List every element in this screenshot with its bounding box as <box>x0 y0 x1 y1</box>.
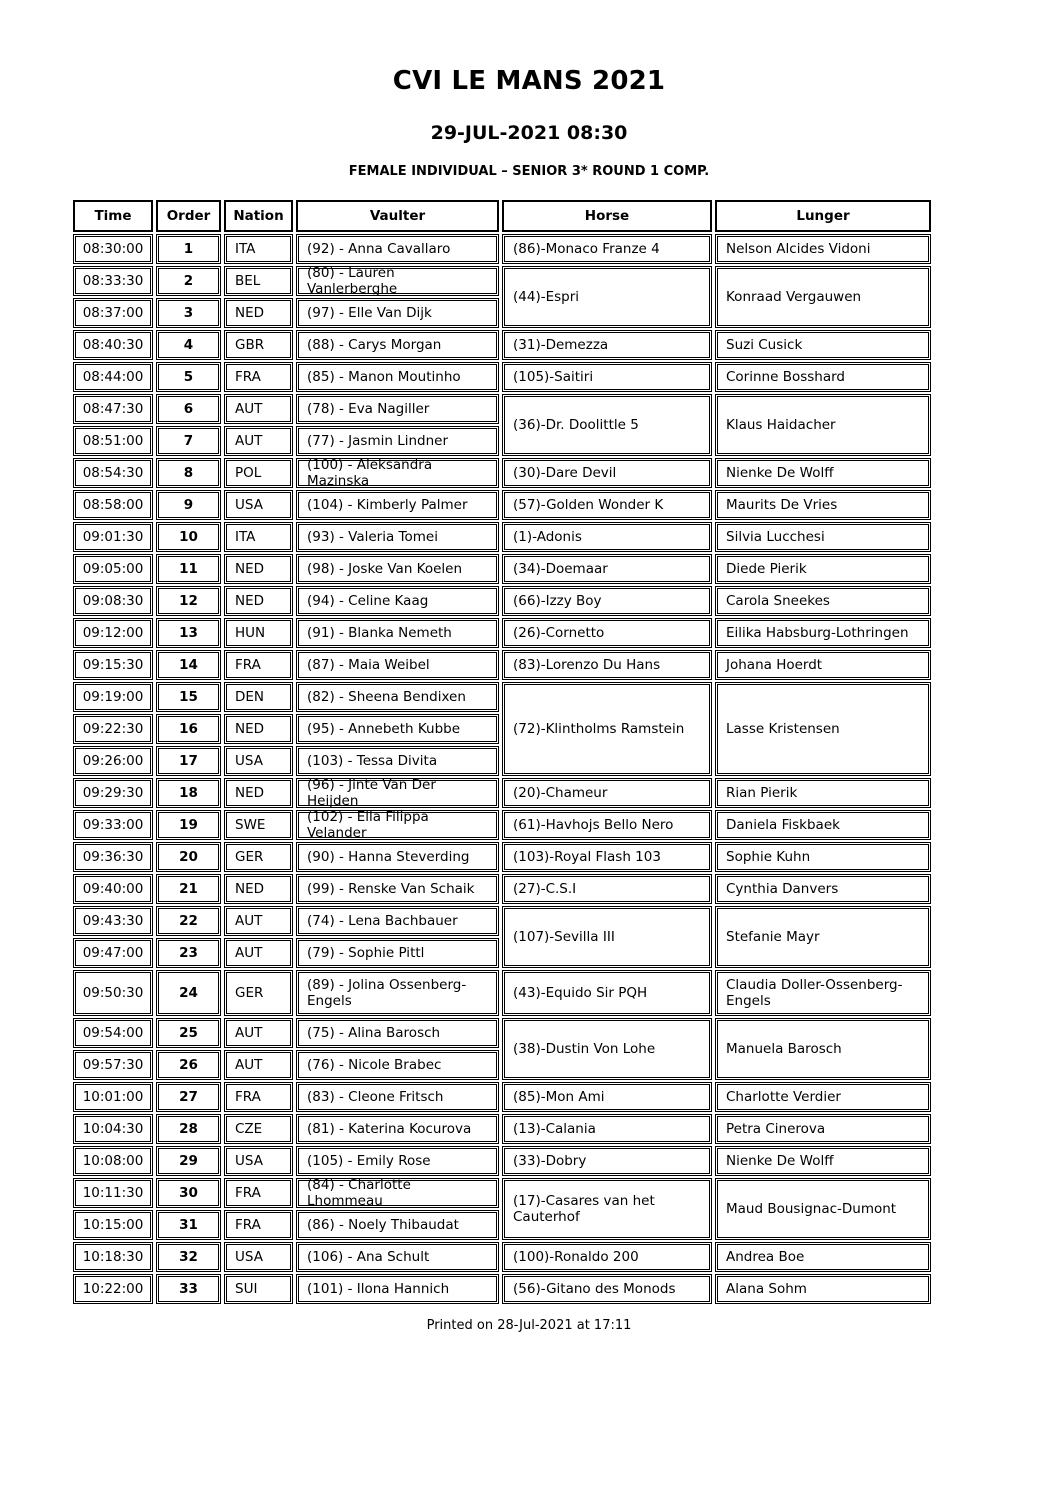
vaulter-cell: (106) - Ana Schult <box>296 1242 499 1272</box>
time-cell: 10:15:00 <box>73 1210 153 1240</box>
lunger-cell: Sophie Kuhn <box>715 842 931 872</box>
order-cell: 19 <box>156 810 221 840</box>
lunger-cell: Maurits De Vries <box>715 490 931 520</box>
order-cell: 29 <box>156 1146 221 1176</box>
order-cell: 4 <box>156 330 221 360</box>
horse-cell: (20)-Chameur <box>502 778 712 808</box>
horse-cell: (85)-Mon Ami <box>502 1082 712 1112</box>
vaulter-cell: (86) - Noely Thibaudat <box>296 1210 499 1240</box>
time-cell: 08:44:00 <box>73 362 153 392</box>
order-cell: 20 <box>156 842 221 872</box>
time-cell: 09:54:00 <box>73 1018 153 1048</box>
header-lunger: Lunger <box>715 200 931 232</box>
nation-cell: NED <box>224 874 293 904</box>
order-cell: 32 <box>156 1242 221 1272</box>
horse-cell: (83)-Lorenzo Du Hans <box>502 650 712 680</box>
vaulter-cell: (100) - Aleksandra Mazinska <box>296 458 499 488</box>
horse-cell: (34)-Doemaar <box>502 554 712 584</box>
time-cell: 08:40:30 <box>73 330 153 360</box>
horse-cell: (61)-Havhojs Bello Nero <box>502 810 712 840</box>
lunger-cell: Suzi Cusick <box>715 330 931 360</box>
vaulter-cell: (103) - Tessa Divita <box>296 746 499 776</box>
nation-cell: DEN <box>224 682 293 712</box>
nation-cell: GER <box>224 970 293 1016</box>
lunger-cell: Daniela Fiskbaek <box>715 810 931 840</box>
nation-cell: HUN <box>224 618 293 648</box>
order-cell: 9 <box>156 490 221 520</box>
order-cell: 15 <box>156 682 221 712</box>
nation-cell: FRA <box>224 650 293 680</box>
nation-cell: GBR <box>224 330 293 360</box>
nation-cell: AUT <box>224 938 293 968</box>
lunger-cell: Stefanie Mayr <box>715 906 931 968</box>
lunger-cell: Klaus Haidacher <box>715 394 931 456</box>
horse-cell: (57)-Golden Wonder K <box>502 490 712 520</box>
time-cell: 09:19:00 <box>73 682 153 712</box>
time-cell: 08:51:00 <box>73 426 153 456</box>
vaulter-cell: (77) - Jasmin Lindner <box>296 426 499 456</box>
vaulter-cell: (94) - Celine Kaag <box>296 586 499 616</box>
vaulter-cell: (98) - Joske Van Koelen <box>296 554 499 584</box>
order-cell: 8 <box>156 458 221 488</box>
horse-cell: (56)-Gitano des Monods <box>502 1274 712 1304</box>
lunger-cell: Johana Hoerdt <box>715 650 931 680</box>
vaulter-cell: (75) - Alina Barosch <box>296 1018 499 1048</box>
nation-cell: NED <box>224 554 293 584</box>
time-cell: 08:37:00 <box>73 298 153 328</box>
time-cell: 09:47:00 <box>73 938 153 968</box>
lunger-cell: Carola Sneekes <box>715 586 931 616</box>
time-cell: 10:22:00 <box>73 1274 153 1304</box>
lunger-cell: Nienke De Wolff <box>715 458 931 488</box>
time-cell: 09:26:00 <box>73 746 153 776</box>
nation-cell: AUT <box>224 426 293 456</box>
horse-cell: (1)-Adonis <box>502 522 712 552</box>
order-cell: 16 <box>156 714 221 744</box>
nation-cell: AUT <box>224 394 293 424</box>
horse-cell: (31)-Demezza <box>502 330 712 360</box>
horse-cell: (100)-Ronaldo 200 <box>502 1242 712 1272</box>
nation-cell: NED <box>224 714 293 744</box>
order-cell: 24 <box>156 970 221 1016</box>
order-cell: 27 <box>156 1082 221 1112</box>
vaulter-cell: (105) - Emily Rose <box>296 1146 499 1176</box>
lunger-cell: Lasse Kristensen <box>715 682 931 776</box>
order-cell: 31 <box>156 1210 221 1240</box>
horse-cell: (72)-Klintholms Ramstein <box>502 682 712 776</box>
vaulter-cell: (82) - Sheena Bendixen <box>296 682 499 712</box>
lunger-cell: Manuela Barosch <box>715 1018 931 1080</box>
lunger-cell: Silvia Lucchesi <box>715 522 931 552</box>
order-cell: 6 <box>156 394 221 424</box>
nation-cell: POL <box>224 458 293 488</box>
order-cell: 2 <box>156 266 221 296</box>
vaulter-cell: (92) - Anna Cavallaro <box>296 234 499 264</box>
vaulter-cell: (99) - Renske Van Schaik <box>296 874 499 904</box>
time-cell: 08:54:30 <box>73 458 153 488</box>
lunger-cell: Eilika Habsburg-Lothringen <box>715 618 931 648</box>
horse-cell: (27)-C.S.I <box>502 874 712 904</box>
header-vaulter: Vaulter <box>296 200 499 232</box>
nation-cell: CZE <box>224 1114 293 1144</box>
vaulter-cell: (88) - Carys Morgan <box>296 330 499 360</box>
order-cell: 11 <box>156 554 221 584</box>
vaulter-cell: (89) - Jolina Ossenberg-Engels <box>296 970 499 1016</box>
horse-cell: (43)-Equido Sir PQH <box>502 970 712 1016</box>
order-cell: 18 <box>156 778 221 808</box>
lunger-cell: Maud Bousignac-Dumont <box>715 1178 931 1240</box>
order-cell: 30 <box>156 1178 221 1208</box>
vaulter-cell: (84) - Charlotte Lhommeau <box>296 1178 499 1208</box>
vaulter-cell: (96) - Jinte Van Der Heijden <box>296 778 499 808</box>
time-cell: 09:36:30 <box>73 842 153 872</box>
horse-cell: (105)-Saitiri <box>502 362 712 392</box>
header-order: Order <box>156 200 221 232</box>
time-cell: 10:08:00 <box>73 1146 153 1176</box>
vaulter-cell: (83) - Cleone Fritsch <box>296 1082 499 1112</box>
nation-cell: AUT <box>224 906 293 936</box>
lunger-cell: Nienke De Wolff <box>715 1146 931 1176</box>
lunger-cell: Petra Cinerova <box>715 1114 931 1144</box>
vaulter-cell: (76) - Nicole Brabec <box>296 1050 499 1080</box>
printed-footer: Printed on 28-Jul-2021 at 17:11 <box>426 1318 632 1333</box>
vaulter-cell: (93) - Valeria Tomei <box>296 522 499 552</box>
lunger-cell: Konraad Vergauwen <box>715 266 931 328</box>
nation-cell: AUT <box>224 1018 293 1048</box>
lunger-cell: Charlotte Verdier <box>715 1082 931 1112</box>
vaulter-cell: (104) - Kimberly Palmer <box>296 490 499 520</box>
nation-cell: GER <box>224 842 293 872</box>
vaulter-cell: (87) - Maia Weibel <box>296 650 499 680</box>
nation-cell: ITA <box>224 234 293 264</box>
lunger-cell: Corinne Bosshard <box>715 362 931 392</box>
competition-subtitle: FEMALE INDIVIDUAL – SENIOR 3* ROUND 1 COMP. <box>348 164 710 179</box>
header-time: Time <box>73 200 153 232</box>
vaulter-cell: (79) - Sophie Pittl <box>296 938 499 968</box>
vaulter-cell: (78) - Eva Nagiller <box>296 394 499 424</box>
nation-cell: NED <box>224 778 293 808</box>
time-cell: 10:18:30 <box>73 1242 153 1272</box>
vaulter-cell: (102) - Ella Filippa Velander <box>296 810 499 840</box>
horse-cell: (44)-Espri <box>502 266 712 328</box>
nation-cell: USA <box>224 746 293 776</box>
horse-cell: (26)-Cornetto <box>502 618 712 648</box>
nation-cell: USA <box>224 1242 293 1272</box>
horse-cell: (17)-Casares van het Cauterhof <box>502 1178 712 1240</box>
horse-cell: (66)-Izzy Boy <box>502 586 712 616</box>
horse-cell: (86)-Monaco Franze 4 <box>502 234 712 264</box>
nation-cell: USA <box>224 490 293 520</box>
header-horse: Horse <box>502 200 712 232</box>
order-cell: 7 <box>156 426 221 456</box>
nation-cell: ITA <box>224 522 293 552</box>
time-cell: 09:08:30 <box>73 586 153 616</box>
nation-cell: SWE <box>224 810 293 840</box>
time-cell: 08:33:30 <box>73 266 153 296</box>
event-date-time: 29-JUL-2021 08:30 <box>430 122 628 144</box>
time-cell: 09:15:30 <box>73 650 153 680</box>
time-cell: 09:12:00 <box>73 618 153 648</box>
lunger-cell: Andrea Boe <box>715 1242 931 1272</box>
lunger-cell: Nelson Alcides Vidoni <box>715 234 931 264</box>
nation-cell: FRA <box>224 1082 293 1112</box>
order-cell: 26 <box>156 1050 221 1080</box>
nation-cell: AUT <box>224 1050 293 1080</box>
time-cell: 08:47:30 <box>73 394 153 424</box>
time-cell: 09:43:30 <box>73 906 153 936</box>
vaulter-cell: (80) - Lauren Vanlerberghe <box>296 266 499 296</box>
vaulter-cell: (91) - Blanka Nemeth <box>296 618 499 648</box>
time-cell: 09:40:00 <box>73 874 153 904</box>
time-cell: 09:01:30 <box>73 522 153 552</box>
horse-cell: (38)-Dustin Von Lohe <box>502 1018 712 1080</box>
order-cell: 13 <box>156 618 221 648</box>
order-cell: 33 <box>156 1274 221 1304</box>
lunger-cell: Diede Pierik <box>715 554 931 584</box>
vaulter-cell: (97) - Elle Van Dijk <box>296 298 499 328</box>
page-title: CVI LE MANS 2021 <box>392 66 666 96</box>
order-cell: 1 <box>156 234 221 264</box>
vaulter-cell: (95) - Annebeth Kubbe <box>296 714 499 744</box>
order-cell: 17 <box>156 746 221 776</box>
horse-cell: (107)-Sevilla III <box>502 906 712 968</box>
order-cell: 12 <box>156 586 221 616</box>
horse-cell: (103)-Royal Flash 103 <box>502 842 712 872</box>
nation-cell: FRA <box>224 362 293 392</box>
order-cell: 22 <box>156 906 221 936</box>
time-cell: 08:58:00 <box>73 490 153 520</box>
time-cell: 08:30:00 <box>73 234 153 264</box>
horse-cell: (33)-Dobry <box>502 1146 712 1176</box>
horse-cell: (13)-Calania <box>502 1114 712 1144</box>
time-cell: 09:29:30 <box>73 778 153 808</box>
time-cell: 10:01:00 <box>73 1082 153 1112</box>
vaulter-cell: (101) - Ilona Hannich <box>296 1274 499 1304</box>
nation-cell: FRA <box>224 1210 293 1240</box>
nation-cell: FRA <box>224 1178 293 1208</box>
vaulter-cell: (74) - Lena Bachbauer <box>296 906 499 936</box>
lunger-cell: Cynthia Danvers <box>715 874 931 904</box>
horse-cell: (36)-Dr. Doolittle 5 <box>502 394 712 456</box>
lunger-cell: Claudia Doller-Ossenberg-Engels <box>715 970 931 1016</box>
order-cell: 21 <box>156 874 221 904</box>
time-cell: 09:22:30 <box>73 714 153 744</box>
nation-cell: SUI <box>224 1274 293 1304</box>
time-cell: 09:05:00 <box>73 554 153 584</box>
order-cell: 3 <box>156 298 221 328</box>
nation-cell: NED <box>224 586 293 616</box>
time-cell: 09:50:30 <box>73 970 153 1016</box>
time-cell: 10:04:30 <box>73 1114 153 1144</box>
horse-cell: (30)-Dare Devil <box>502 458 712 488</box>
time-cell: 10:11:30 <box>73 1178 153 1208</box>
order-cell: 5 <box>156 362 221 392</box>
nation-cell: USA <box>224 1146 293 1176</box>
order-cell: 25 <box>156 1018 221 1048</box>
vaulter-cell: (85) - Manon Moutinho <box>296 362 499 392</box>
vaulter-cell: (90) - Hanna Steverding <box>296 842 499 872</box>
header-nation: Nation <box>224 200 293 232</box>
vaulter-cell: (81) - Katerina Kocurova <box>296 1114 499 1144</box>
order-cell: 14 <box>156 650 221 680</box>
order-cell: 10 <box>156 522 221 552</box>
nation-cell: NED <box>224 298 293 328</box>
time-cell: 09:57:30 <box>73 1050 153 1080</box>
time-cell: 09:33:00 <box>73 810 153 840</box>
order-cell: 28 <box>156 1114 221 1144</box>
lunger-cell: Alana Sohm <box>715 1274 931 1304</box>
nation-cell: BEL <box>224 266 293 296</box>
lunger-cell: Rian Pierik <box>715 778 931 808</box>
order-cell: 23 <box>156 938 221 968</box>
